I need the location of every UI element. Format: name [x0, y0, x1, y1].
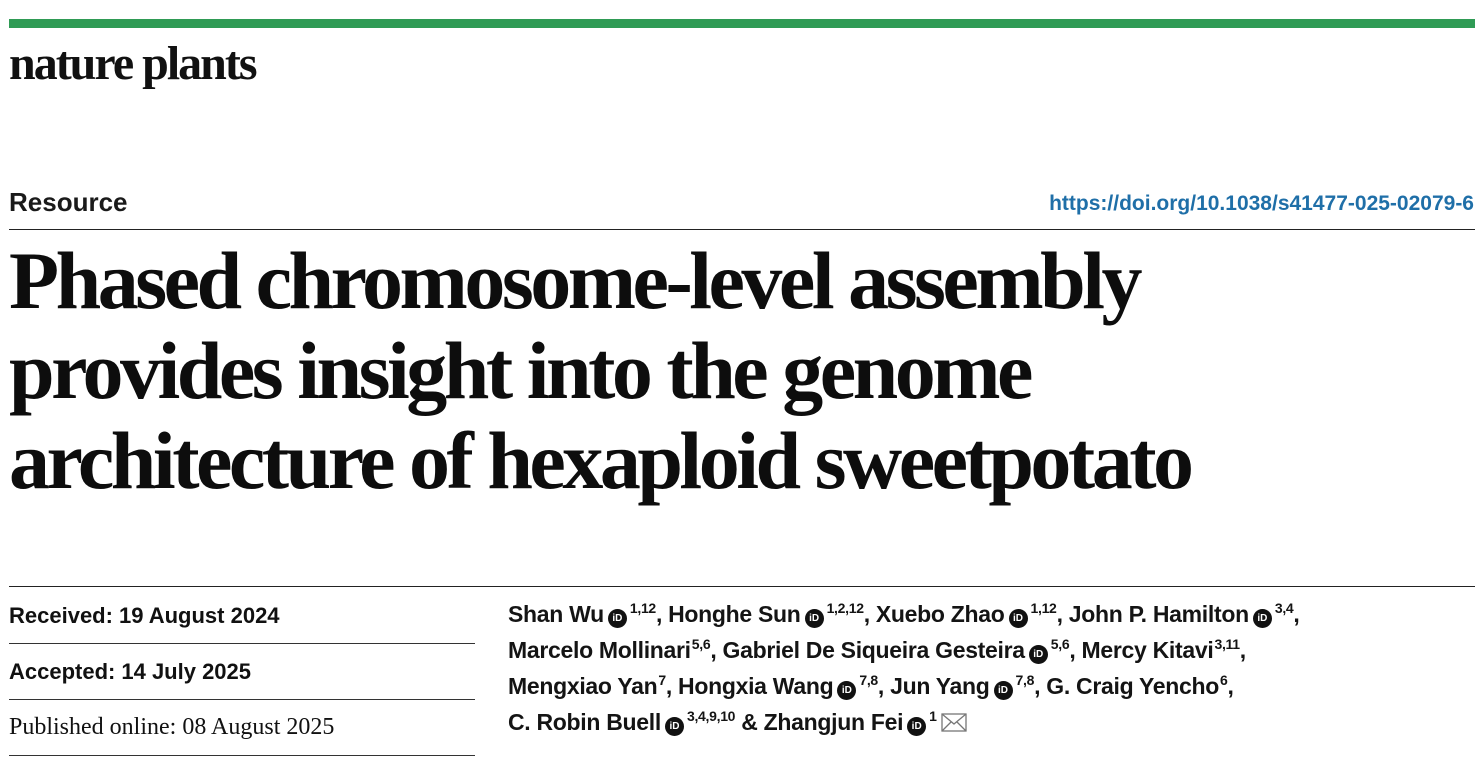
author[interactable] [1082, 637, 1240, 663]
published-date [9, 700, 475, 756]
title-line: architecture of hexaploid sweetpotato [9, 415, 1191, 506]
author-separator: , [710, 637, 723, 663]
author-name[interactable]: Honghe Sun [668, 601, 801, 627]
received-value: 19 August 2024 [118, 602, 280, 628]
author-name[interactable]: Mengxiao Yan [508, 673, 658, 699]
author[interactable] [508, 673, 666, 699]
author-name[interactable]: John P. Hamilton [1068, 601, 1249, 627]
author[interactable] [508, 601, 656, 627]
orcid-icon[interactable]: iD [1009, 609, 1028, 628]
author-name[interactable]: C. Robin Buell [508, 709, 661, 735]
author-affiliation[interactable]: 3,4,9,10 [686, 708, 736, 724]
accepted-label: Accepted: [9, 658, 116, 684]
orcid-icon[interactable]: iD [805, 609, 824, 628]
published-label: Published online: [9, 714, 177, 740]
published-value: 08 August 2025 [182, 714, 335, 740]
author-affiliation[interactable]: 1,12 [1030, 600, 1057, 616]
received-label: Received: [9, 602, 113, 628]
author[interactable] [668, 601, 864, 627]
author-affiliation[interactable]: 3,4 [1274, 600, 1294, 616]
journal-accent-bar [9, 19, 1475, 28]
orcid-icon[interactable]: iD [907, 717, 926, 736]
author-separator: , [877, 673, 891, 699]
orcid-icon[interactable]: iD [1029, 645, 1048, 664]
author-affiliation[interactable]: 1,12 [629, 600, 656, 616]
title-line: provides insight into the genome [9, 325, 1030, 416]
author-name[interactable]: Xuebo Zhao [875, 601, 1005, 627]
author-separator: , [1239, 637, 1246, 663]
author-name[interactable]: Jun Yang [890, 673, 990, 699]
author-affiliation[interactable]: 3,11 [1214, 636, 1240, 652]
author-affiliation[interactable]: 7 [658, 672, 666, 688]
orcid-icon[interactable]: iD [994, 681, 1013, 700]
author-separator: , [655, 601, 669, 627]
author-affiliation[interactable]: 5,6 [1050, 636, 1070, 652]
author-name[interactable]: Gabriel De Siqueira Gesteira [722, 637, 1025, 663]
author-separator: , [1227, 673, 1234, 699]
received-date [9, 588, 475, 644]
author[interactable] [508, 637, 710, 663]
author-name[interactable]: Hongxia Wang [678, 673, 834, 699]
meta-divider [9, 586, 1475, 587]
title-line: Phased chromosome-level assembly [9, 235, 1140, 326]
mail-icon[interactable] [941, 713, 967, 732]
author[interactable] [764, 709, 967, 735]
article-title [9, 236, 1469, 506]
journal-name[interactable]: nature plants [9, 37, 256, 90]
author-separator: , [1293, 601, 1300, 627]
article-dates [9, 588, 475, 756]
author-separator: , [1056, 601, 1069, 627]
accepted-value: 14 July 2025 [121, 658, 252, 684]
author-name[interactable]: Shan Wu [508, 601, 604, 627]
accepted-date [9, 644, 475, 700]
doi-link[interactable]: https://doi.org/10.1038/s41477-025-02079-6 [1049, 192, 1474, 215]
author-separator: , [665, 673, 679, 699]
author-name[interactable]: Zhangjun Fei [763, 709, 904, 735]
author[interactable] [876, 601, 1057, 627]
author-name[interactable]: Marcelo Mollinari [508, 637, 691, 663]
author[interactable] [1046, 673, 1227, 699]
article-type: Resource [9, 187, 128, 217]
author[interactable] [890, 673, 1034, 699]
author-affiliation[interactable]: 6 [1220, 672, 1228, 688]
author-name[interactable]: G. Craig Yencho [1046, 673, 1220, 699]
author-list [508, 596, 1468, 740]
author[interactable] [1069, 601, 1294, 627]
author-affiliation[interactable]: 1 [929, 708, 937, 724]
author[interactable] [508, 709, 735, 735]
author-name[interactable]: Mercy Kitavi [1081, 637, 1214, 663]
author-separator: , [1069, 637, 1082, 663]
orcid-icon[interactable]: iD [837, 681, 856, 700]
author[interactable] [678, 673, 878, 699]
header-divider [9, 229, 1475, 230]
author-separator: , [1034, 673, 1047, 699]
authors-conjunction: & [735, 709, 764, 735]
author-separator: , [863, 601, 876, 627]
author[interactable] [723, 637, 1070, 663]
orcid-icon[interactable]: iD [1253, 609, 1272, 628]
author-affiliation[interactable]: 7,8 [1015, 672, 1035, 688]
orcid-icon[interactable]: iD [665, 717, 684, 736]
author-affiliation[interactable]: 1,2,12 [826, 600, 864, 616]
orcid-icon[interactable]: iD [608, 609, 627, 628]
author-affiliation[interactable]: 5,6 [691, 636, 711, 652]
author-affiliation[interactable]: 7,8 [859, 672, 878, 688]
